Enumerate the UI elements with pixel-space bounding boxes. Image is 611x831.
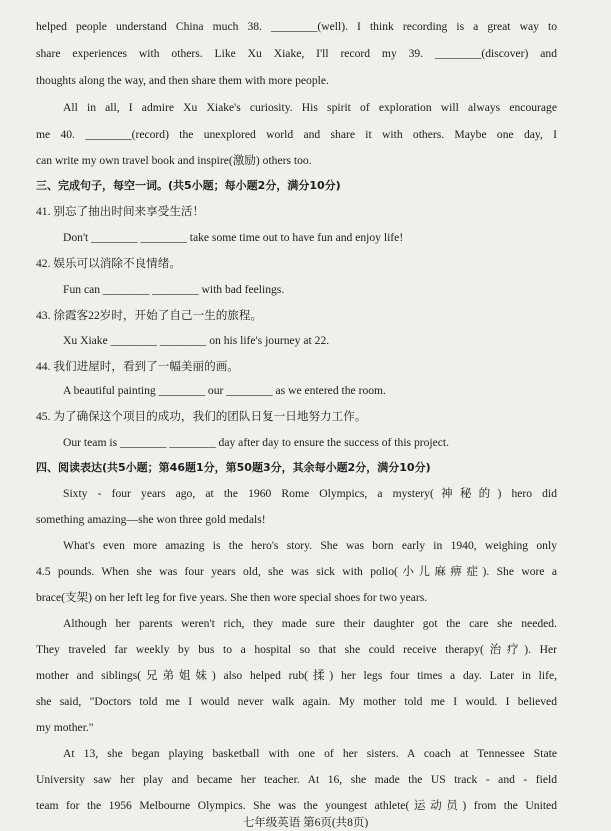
text-line: she said, "Doctors told me I would never walk again. My mother told me I would. I believed (36, 695, 557, 708)
text-line: All in all, I admire Xu Xiake's curiosity. His spirit of exploration will always encourage (63, 101, 557, 114)
question-prompt: 42. 娱乐可以消除不良情绪。 (36, 257, 181, 270)
text-line: 4.5 pounds. When she was four years old, she was sick with polio(小儿麻痹症). She wore a (36, 565, 557, 578)
question-prompt: 45. 为了确保这个项目的成功，我们的团队日复一日地努力工作。 (36, 410, 367, 423)
question-sentence: Fun can ________ ________ with bad feelings. (63, 283, 285, 296)
question-sentence: A beautiful painting ________ our ________ as we entered the room. (63, 384, 386, 397)
question-sentence: Xu Xiake ________ ________ on his life's journey at 22. (63, 334, 330, 347)
text-line: me 40. ________(record) the unexplored world and share it with others. Maybe one day, I (36, 128, 557, 141)
text-line: something amazing—she won three gold medals! (36, 513, 266, 526)
question-prompt: 43. 徐霞客22岁时，开始了自己一生的旅程。 (36, 309, 263, 322)
text-line: thoughts along the way, and then share them with more people. (36, 74, 329, 87)
question-sentence: Don't ________ ________ take some time out to have fun and enjoy life! (63, 231, 404, 244)
text-line: share experiences with others. Like Xu Xiake, I'll record my 39. ________(discover) and (36, 47, 557, 60)
question-prompt: 44. 我们进屋时，看到了一幅美丽的画。 (36, 360, 239, 373)
text-line: helped people understand China much 38. ________(well). I think recording is a great way to (36, 20, 557, 33)
text-line: What's even more amazing is the hero's story. She was born early in 1940, weighing only (63, 539, 557, 552)
text-line: can write my own travel book and inspire(激励) others too. (36, 154, 312, 167)
text-line: University saw her play and became her teacher. At 16, she made the US track - and - field (36, 773, 557, 786)
section-heading: 四、阅读表达(共5小题；第46题1分，第50题3分，其余每小题2分，满分10分) (36, 461, 431, 474)
text-line: They traveled far weekly by bus to a hospital so that she could receive therapy(治疗). Her (36, 643, 557, 656)
text-line: team for the 1956 Melbourne Olympics. She was the youngest athlete(运动员) from the United (36, 799, 557, 812)
question-sentence: Our team is ________ ________ day after day to ensure the success of this project. (63, 436, 450, 449)
page-footer: 七年级英语 第6页(共8页) (242, 817, 369, 829)
section-heading: 三、完成句子，每空一词。(共5小题；每小题2分，满分10分) (36, 179, 341, 192)
question-prompt: 41. 别忘了抽出时间来享受生活！ (36, 205, 205, 218)
text-line: my mother." (36, 721, 94, 734)
text-line: Sixty - four years ago, at the 1960 Rome Olympics, a mystery(神秘的) hero did (63, 487, 557, 500)
text-line: brace(支架) on her left leg for five years. She then wore special shoes for two years. (36, 591, 428, 604)
text-line: Although her parents weren't rich, they made sure their daughter got the care she needed. (63, 617, 557, 630)
text-line: mother and siblings(兄弟姐妹) also helped rub(揉) her legs four times a day. Later in life, (36, 669, 557, 682)
text-line: At 13, she began playing basketball with one of her sisters. A coach at Tennessee State (63, 747, 557, 760)
